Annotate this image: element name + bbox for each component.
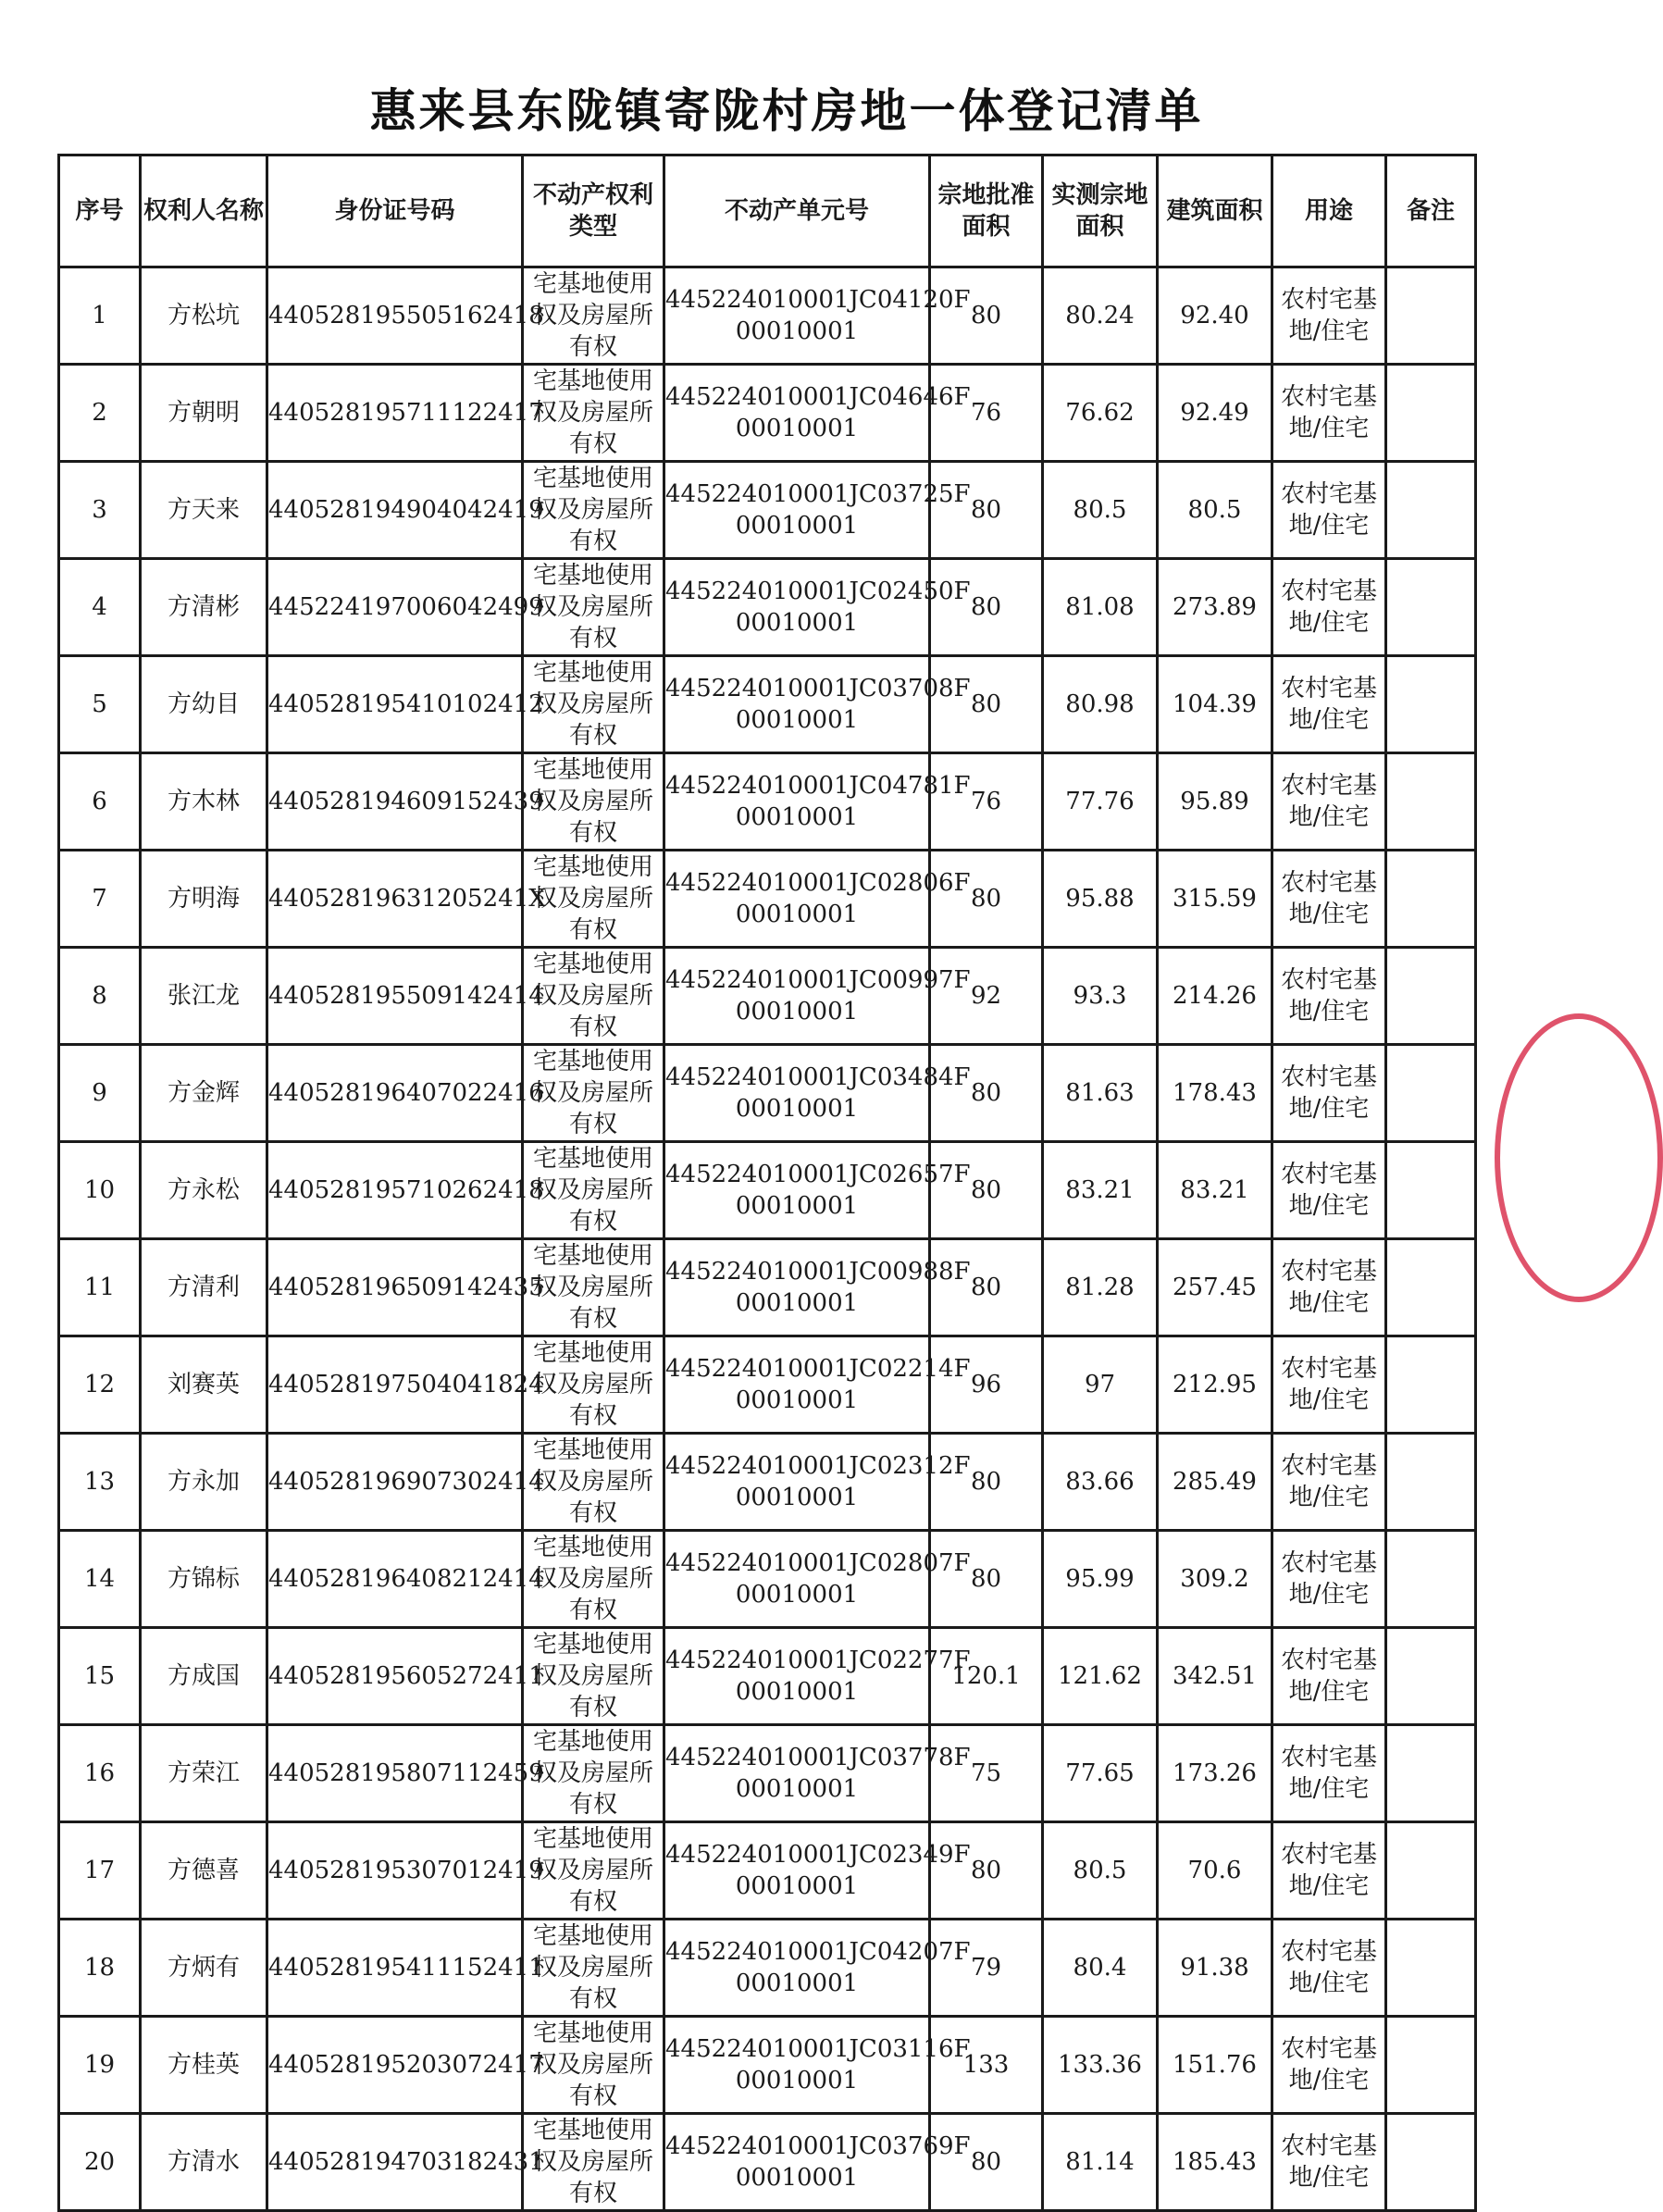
row-unit-number: [664, 1142, 971, 1239]
row-measured-area: 80.24: [1043, 267, 1158, 365]
row-holder-name: 张江龙: [141, 948, 267, 1045]
row-seq: 11: [59, 1239, 141, 1336]
row-holder-name: 方永加: [141, 1434, 267, 1531]
row-id-number: 445224197006042499: [267, 559, 523, 656]
row-measured-area: 76.62: [1043, 365, 1158, 462]
unit-number-line-1: 445224010001JC02807F: [665, 1549, 971, 1577]
row-remark: [1386, 2114, 1476, 2211]
unit-number-line-1: 445224010001JC03725F: [665, 480, 971, 508]
row-building-area: 95.89: [1158, 753, 1272, 851]
unit-number-line-2: 00010001: [735, 415, 859, 442]
table-row: [59, 1920, 1476, 2017]
row-building-area: 151.76: [1158, 2017, 1272, 2114]
row-id-number: 440528194609152439: [267, 753, 523, 851]
row-approved-area: 75: [930, 1725, 1043, 1822]
row-holder-name: 方锦标: [141, 1531, 267, 1628]
row-seq: 20: [59, 2114, 141, 2211]
row-building-area: 83.21: [1158, 1142, 1272, 1239]
row-seq: 13: [59, 1434, 141, 1531]
row-holder-name: 方朝明: [141, 365, 267, 462]
table-row: [59, 267, 1476, 365]
table-row: [59, 656, 1476, 753]
row-id-number: 440528194904042419: [267, 462, 523, 559]
row-measured-area: 80.4: [1043, 1920, 1158, 2017]
row-measured-area: 95.88: [1043, 851, 1158, 948]
row-building-area: 309.2: [1158, 1531, 1272, 1628]
unit-number-line-1: 445224010001JC03708F: [665, 675, 971, 702]
row-right-type: 宅基地使用权及房屋所有权: [523, 1434, 664, 1531]
row-remark: [1386, 267, 1476, 365]
unit-number-line-1: 445224010001JC02214F: [665, 1355, 971, 1383]
table-row: [59, 1045, 1476, 1142]
row-measured-area: 93.3: [1043, 948, 1158, 1045]
unit-number-line-2: 00010001: [735, 803, 859, 831]
unit-number-line-1: 445224010001JC00997F: [665, 966, 971, 994]
row-remark: [1386, 462, 1476, 559]
row-seq: 6: [59, 753, 141, 851]
header-right-type: 不动产权利类型: [523, 155, 664, 267]
row-holder-name: 刘赛英: [141, 1336, 267, 1434]
row-approved-area: 80: [930, 1822, 1043, 1920]
row-unit-number: [664, 1628, 971, 1725]
row-building-area: 212.95: [1158, 1336, 1272, 1434]
row-usage: 农村宅基地/住宅: [1272, 1239, 1386, 1336]
row-right-type: 宅基地使用权及房屋所有权: [523, 1920, 664, 2017]
row-holder-name: 方荣江: [141, 1725, 267, 1822]
document-title: 惠来县东陇镇寄陇村房地一体登记清单: [369, 84, 1204, 138]
row-id-number: 440528195807112459: [267, 1725, 523, 1822]
row-unit-number: [664, 2017, 971, 2114]
row-approved-area: 80: [930, 1531, 1043, 1628]
row-holder-name: 方金辉: [141, 1045, 267, 1142]
row-id-number: 440528195711122417: [267, 365, 523, 462]
row-building-area: 173.26: [1158, 1725, 1272, 1822]
unit-number-line-1: 445224010001JC04646F: [665, 383, 971, 411]
unit-number-line-2: 00010001: [735, 2067, 859, 2094]
row-seq: 14: [59, 1531, 141, 1628]
row-right-type: 宅基地使用权及房屋所有权: [523, 267, 664, 365]
row-holder-name: 方成国: [141, 1628, 267, 1725]
unit-number-line-2: 00010001: [735, 1678, 859, 1706]
row-measured-area: 81.63: [1043, 1045, 1158, 1142]
row-usage: 农村宅基地/住宅: [1272, 753, 1386, 851]
row-holder-name: 方清水: [141, 2114, 267, 2211]
row-remark: [1386, 1045, 1476, 1142]
row-measured-area: 97: [1043, 1336, 1158, 1434]
row-right-type: 宅基地使用权及房屋所有权: [523, 2017, 664, 2114]
row-approved-area: 80: [930, 1045, 1043, 1142]
row-approved-area: 80: [930, 559, 1043, 656]
row-holder-name: 方永松: [141, 1142, 267, 1239]
row-id-number: 440528195410102412: [267, 656, 523, 753]
unit-number-line-2: 00010001: [735, 1970, 859, 1997]
row-seq: 1: [59, 267, 141, 365]
row-seq: 17: [59, 1822, 141, 1920]
row-holder-name: 方桂英: [141, 2017, 267, 2114]
row-approved-area: 80: [930, 2114, 1043, 2211]
row-building-area: 178.43: [1158, 1045, 1272, 1142]
row-unit-number: [664, 1725, 971, 1822]
unit-number-line-1: 445224010001JC02277F: [665, 1647, 971, 1674]
table-row: [59, 948, 1476, 1045]
row-unit-number: [664, 1045, 971, 1142]
row-right-type: 宅基地使用权及房屋所有权: [523, 559, 664, 656]
row-unit-number: [664, 365, 971, 462]
row-measured-area: 80.5: [1043, 462, 1158, 559]
row-seq: 3: [59, 462, 141, 559]
row-right-type: 宅基地使用权及房屋所有权: [523, 1045, 664, 1142]
row-building-area: 91.38: [1158, 1920, 1272, 2017]
row-approved-area: 80: [930, 1239, 1043, 1336]
row-usage: 农村宅基地/住宅: [1272, 1045, 1386, 1142]
row-unit-number: [664, 1920, 971, 2017]
table-row: [59, 365, 1476, 462]
header-id-no: 身份证号码: [267, 155, 523, 267]
table-row: [59, 753, 1476, 851]
row-measured-area: 83.21: [1043, 1142, 1158, 1239]
row-remark: [1386, 1531, 1476, 1628]
row-holder-name: 方清利: [141, 1239, 267, 1336]
row-usage: 农村宅基地/住宅: [1272, 1628, 1386, 1725]
row-building-area: 214.26: [1158, 948, 1272, 1045]
row-usage: 农村宅基地/住宅: [1272, 948, 1386, 1045]
table-row: [59, 2114, 1476, 2211]
header-approved-area: 宗地批准面积: [930, 155, 1043, 267]
unit-number-line-2: 00010001: [735, 998, 859, 1025]
row-holder-name: 方明海: [141, 851, 267, 948]
row-usage: 农村宅基地/住宅: [1272, 851, 1386, 948]
row-approved-area: 92: [930, 948, 1043, 1045]
row-remark: [1386, 1434, 1476, 1531]
table-row: [59, 851, 1476, 948]
unit-number-line-2: 00010001: [735, 1289, 859, 1317]
row-measured-area: 81.14: [1043, 2114, 1158, 2211]
row-usage: 农村宅基地/住宅: [1272, 1142, 1386, 1239]
row-building-area: 92.49: [1158, 365, 1272, 462]
row-id-number: 440528197504041824: [267, 1336, 523, 1434]
row-unit-number: [664, 462, 971, 559]
row-remark: [1386, 1822, 1476, 1920]
row-building-area: 80.5: [1158, 462, 1272, 559]
header-remarks: 备注: [1386, 155, 1476, 267]
row-holder-name: 方天来: [141, 462, 267, 559]
row-seq: 19: [59, 2017, 141, 2114]
row-id-number: 440528195710262418: [267, 1142, 523, 1239]
row-usage: 农村宅基地/住宅: [1272, 365, 1386, 462]
table-row: [59, 1628, 1476, 1725]
row-building-area: 257.45: [1158, 1239, 1272, 1336]
row-usage: 农村宅基地/住宅: [1272, 1725, 1386, 1822]
row-unit-number: [664, 1822, 971, 1920]
row-measured-area: 95.99: [1043, 1531, 1158, 1628]
row-remark: [1386, 753, 1476, 851]
row-unit-number: [664, 1239, 971, 1336]
unit-number-line-1: 445224010001JC02806F: [665, 869, 971, 897]
row-seq: 7: [59, 851, 141, 948]
row-approved-area: 80: [930, 656, 1043, 753]
header-holder: 权利人名称: [141, 155, 267, 267]
row-usage: 农村宅基地/住宅: [1272, 267, 1386, 365]
row-id-number: 440528195505162418: [267, 267, 523, 365]
row-right-type: 宅基地使用权及房屋所有权: [523, 1822, 664, 1920]
official-seal: [1495, 1013, 1663, 1302]
row-usage: 农村宅基地/住宅: [1272, 1434, 1386, 1531]
row-approved-area: 96: [930, 1336, 1043, 1434]
row-measured-area: 77.76: [1043, 753, 1158, 851]
table-row: [59, 1336, 1476, 1434]
row-approved-area: 80: [930, 1142, 1043, 1239]
header-usage: 用途: [1272, 155, 1386, 267]
row-right-type: 宅基地使用权及房屋所有权: [523, 948, 664, 1045]
row-id-number: 440528196407022416: [267, 1045, 523, 1142]
unit-number-line-2: 00010001: [735, 1484, 859, 1511]
row-building-area: 104.39: [1158, 656, 1272, 753]
row-usage: 农村宅基地/住宅: [1272, 1336, 1386, 1434]
header-unit-no: 不动产单元号: [664, 155, 930, 267]
unit-number-line-1: 445224010001JC02312F: [665, 1452, 971, 1480]
row-id-number: 440528195307012419: [267, 1822, 523, 1920]
row-building-area: 285.49: [1158, 1434, 1272, 1531]
row-measured-area: 80.5: [1043, 1822, 1158, 1920]
row-approved-area: 133: [930, 2017, 1043, 2114]
registration-table: [57, 154, 1477, 2212]
row-holder-name: 方幼目: [141, 656, 267, 753]
table-row: [59, 1725, 1476, 1822]
row-approved-area: 79: [930, 1920, 1043, 2017]
unit-number-line-1: 445224010001JC02450F: [665, 578, 971, 605]
row-right-type: 宅基地使用权及房屋所有权: [523, 365, 664, 462]
unit-number-line-2: 00010001: [735, 1095, 859, 1123]
unit-number-line-2: 00010001: [735, 1775, 859, 1803]
row-remark: [1386, 1336, 1476, 1434]
table-row: [59, 1239, 1476, 1336]
row-right-type: 宅基地使用权及房屋所有权: [523, 1142, 664, 1239]
row-seq: 18: [59, 1920, 141, 2017]
row-right-type: 宅基地使用权及房屋所有权: [523, 753, 664, 851]
row-approved-area: 76: [930, 753, 1043, 851]
row-remark: [1386, 1142, 1476, 1239]
unit-number-line-2: 00010001: [735, 1872, 859, 1900]
row-measured-area: 121.62: [1043, 1628, 1158, 1725]
row-approved-area: 120.1: [930, 1628, 1043, 1725]
row-approved-area: 76: [930, 365, 1043, 462]
unit-number-line-2: 00010001: [735, 317, 859, 345]
row-approved-area: 80: [930, 462, 1043, 559]
row-measured-area: 77.65: [1043, 1725, 1158, 1822]
row-building-area: 185.43: [1158, 2114, 1272, 2211]
row-right-type: 宅基地使用权及房屋所有权: [523, 1628, 664, 1725]
row-seq: 15: [59, 1628, 141, 1725]
row-remark: [1386, 1628, 1476, 1725]
table-row: [59, 2017, 1476, 2114]
row-remark: [1386, 1725, 1476, 1822]
row-usage: 农村宅基地/住宅: [1272, 2114, 1386, 2211]
unit-number-line-2: 00010001: [735, 901, 859, 928]
unit-number-line-1: 445224010001JC03778F: [665, 1744, 971, 1771]
row-remark: [1386, 1239, 1476, 1336]
row-unit-number: [664, 851, 971, 948]
unit-number-line-2: 00010001: [735, 1386, 859, 1414]
unit-number-line-1: 445224010001JC04781F: [665, 772, 971, 800]
unit-number-line-1: 445224010001JC03484F: [665, 1063, 971, 1091]
row-seq: 16: [59, 1725, 141, 1822]
row-id-number: 440528195605272411: [267, 1628, 523, 1725]
row-unit-number: [664, 753, 971, 851]
row-right-type: 宅基地使用权及房屋所有权: [523, 2114, 664, 2211]
row-id-number: 440528195203072417: [267, 2017, 523, 2114]
row-unit-number: [664, 2114, 971, 2211]
row-id-number: 440528194703182431: [267, 2114, 523, 2211]
row-usage: 农村宅基地/住宅: [1272, 1822, 1386, 1920]
row-seq: 4: [59, 559, 141, 656]
row-unit-number: [664, 267, 971, 365]
row-remark: [1386, 365, 1476, 462]
row-approved-area: 80: [930, 851, 1043, 948]
table-body: [59, 267, 1476, 2211]
row-id-number: 440528195411152411: [267, 1920, 523, 2017]
unit-number-line-2: 00010001: [735, 1192, 859, 1220]
row-right-type: 宅基地使用权及房屋所有权: [523, 1336, 664, 1434]
header-row: [59, 155, 1476, 267]
row-usage: 农村宅基地/住宅: [1272, 2017, 1386, 2114]
row-seq: 2: [59, 365, 141, 462]
row-unit-number: [664, 656, 971, 753]
row-seq: 5: [59, 656, 141, 753]
row-holder-name: 方炳有: [141, 1920, 267, 2017]
row-remark: [1386, 1920, 1476, 2017]
row-holder-name: 方木林: [141, 753, 267, 851]
row-building-area: 315.59: [1158, 851, 1272, 948]
row-approved-area: 80: [930, 1434, 1043, 1531]
row-unit-number: [664, 1336, 971, 1434]
row-usage: 农村宅基地/住宅: [1272, 656, 1386, 753]
row-unit-number: [664, 1531, 971, 1628]
unit-number-line-2: 00010001: [735, 2164, 859, 2192]
row-id-number: 440528196408212414: [267, 1531, 523, 1628]
unit-number-line-2: 00010001: [735, 512, 859, 540]
row-right-type: 宅基地使用权及房屋所有权: [523, 851, 664, 948]
row-building-area: 70.6: [1158, 1822, 1272, 1920]
row-id-number: 440528195509142414: [267, 948, 523, 1045]
row-id-number: 440528196907302414: [267, 1434, 523, 1531]
unit-number-line-2: 00010001: [735, 706, 859, 734]
row-building-area: 273.89: [1158, 559, 1272, 656]
unit-number-line-1: 445224010001JC03769F: [665, 2132, 971, 2160]
unit-number-line-2: 00010001: [735, 609, 859, 637]
row-unit-number: [664, 559, 971, 656]
row-holder-name: 方清彬: [141, 559, 267, 656]
row-usage: 农村宅基地/住宅: [1272, 462, 1386, 559]
unit-number-line-2: 00010001: [735, 1581, 859, 1609]
row-seq: 12: [59, 1336, 141, 1434]
row-right-type: 宅基地使用权及房屋所有权: [523, 462, 664, 559]
row-remark: [1386, 851, 1476, 948]
unit-number-line-1: 445224010001JC02657F: [665, 1161, 971, 1188]
row-usage: 农村宅基地/住宅: [1272, 1531, 1386, 1628]
unit-number-line-1: 445224010001JC03116F: [665, 2035, 971, 2063]
row-seq: 10: [59, 1142, 141, 1239]
table-row: [59, 559, 1476, 656]
row-measured-area: 81.08: [1043, 559, 1158, 656]
row-usage: 农村宅基地/住宅: [1272, 559, 1386, 656]
row-measured-area: 83.66: [1043, 1434, 1158, 1531]
unit-number-line-1: 445224010001JC00988F: [665, 1258, 971, 1286]
row-remark: [1386, 2017, 1476, 2114]
row-usage: 农村宅基地/住宅: [1272, 1920, 1386, 2017]
row-right-type: 宅基地使用权及房屋所有权: [523, 656, 664, 753]
row-holder-name: 方松坑: [141, 267, 267, 365]
table-row: [59, 1434, 1476, 1531]
unit-number-line-1: 445224010001JC04207F: [665, 1938, 971, 1966]
row-remark: [1386, 948, 1476, 1045]
row-unit-number: [664, 948, 971, 1045]
table-row: [59, 1531, 1476, 1628]
header-seq: 序号: [59, 155, 141, 267]
header-measured-area: 实测宗地面积: [1043, 155, 1158, 267]
table-row: [59, 1822, 1476, 1920]
table-row: [59, 1142, 1476, 1239]
row-approved-area: 80: [930, 267, 1043, 365]
row-measured-area: 133.36: [1043, 2017, 1158, 2114]
row-id-number: 44052819631205241X: [267, 851, 523, 948]
row-measured-area: 81.28: [1043, 1239, 1158, 1336]
row-unit-number: [664, 1434, 971, 1531]
row-right-type: 宅基地使用权及房屋所有权: [523, 1725, 664, 1822]
row-holder-name: 方德喜: [141, 1822, 267, 1920]
header-building-area: 建筑面积: [1158, 155, 1272, 267]
row-remark: [1386, 656, 1476, 753]
row-building-area: 92.40: [1158, 267, 1272, 365]
row-seq: 8: [59, 948, 141, 1045]
row-measured-area: 80.98: [1043, 656, 1158, 753]
row-right-type: 宅基地使用权及房屋所有权: [523, 1239, 664, 1336]
row-seq: 9: [59, 1045, 141, 1142]
table-row: [59, 462, 1476, 559]
row-remark: [1386, 559, 1476, 656]
unit-number-line-1: 445224010001JC02349F: [665, 1841, 971, 1869]
row-id-number: 440528196509142435: [267, 1239, 523, 1336]
row-right-type: 宅基地使用权及房屋所有权: [523, 1531, 664, 1628]
unit-number-line-1: 445224010001JC04120F: [665, 286, 971, 314]
row-building-area: 342.51: [1158, 1628, 1272, 1725]
